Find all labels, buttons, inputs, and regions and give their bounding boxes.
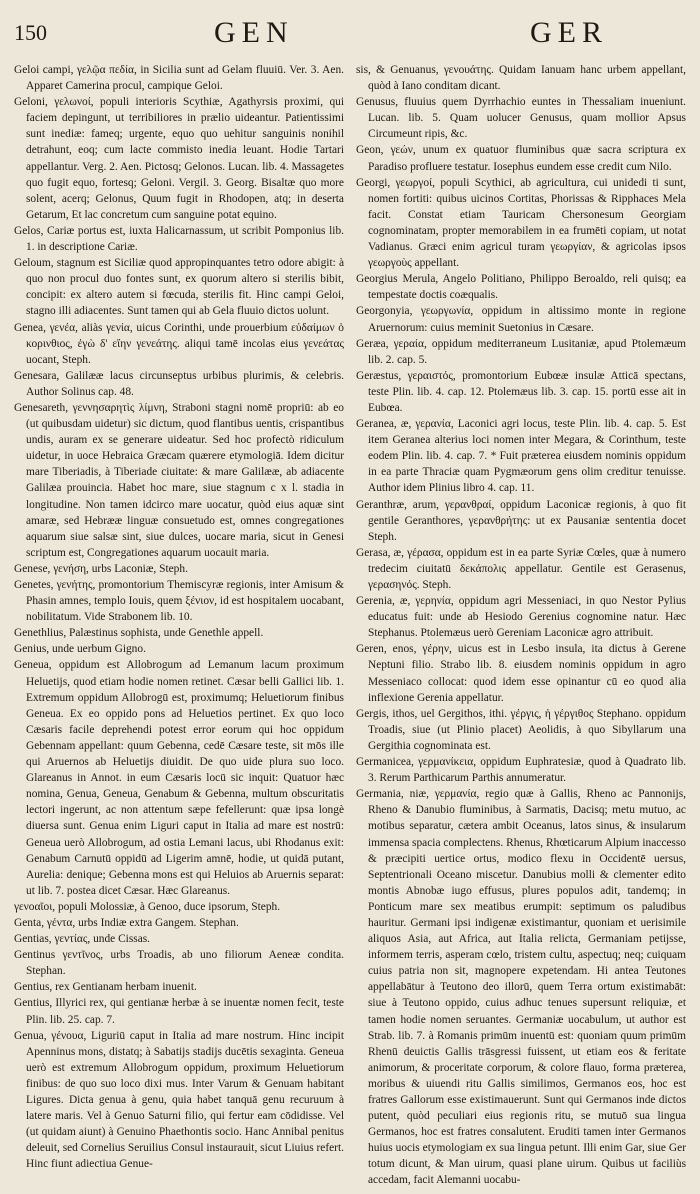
entry-gelos: Gelos, Cariæ portus est, iuxta Halicarnassum, ut scribit Pomponius lib. 1. in descriptione Cariæ. <box>14 224 344 254</box>
entry-geon: Geon, γεών, unum ex quatuor fluminibus quæ sacra scriptura ex Paradiso profluere testatur. Iosephus eundem esse credit cum Nilo. <box>356 144 686 173</box>
entry-georgi: Georgi, γεωργοί, populi Scythici, ab agricultura, cui unidedi ti sunt, nomen fortiti: quibus uicinos Cortitas, Phorissas & Ripphaces Mela facit. Constat etiam Tauricam Chersonesum Georgiam cognominatam, propter memorabilem in ea frumēti copiam, ut notat Vadianus. Græci enim agricul turam γεωργίαν, & agricolas ipsos γεωργοὺς appellant. <box>356 176 686 270</box>
running-head-left: GEN <box>214 16 294 49</box>
entry-gentinus: Gentinus γεντῖνος, urbs Troadis, ab uno filiorum Aeneæ condita. Stephan. <box>14 949 344 978</box>
entry-georgonyia: Georgonyia, γεωργωνία, oppidum in altissimo monte in regione Aruernorum: cuius meminit Suetonius in Cæsare. <box>356 305 686 334</box>
entry-genusus: Genusus, fluuius quem Dyrrhachio euntes in Thessaliam inueniunt. Lucan. lib. 5. Quam uolucer Genusus, quam mollior Apsus Circumeunt ripis, &c. <box>356 96 686 141</box>
entry-gentius-illyrici: Gentius, Illyrici rex, qui gentianæ herbæ à se inuentæ nomen fecit, teste Plin. lib. 25. cap. 7. <box>14 997 344 1026</box>
entry-germania: Germania, niæ, γερμανία, regio quæ à Gallis, Rheno ac Pannonijs, Rheno & Danubio fluminibus, à Sarmatis, Dacisq; metu mutuo, ac motibus separatur, cætera ambit Oceanus, latos sinus, & insularum immensa spacia complectens. Rhenus, Rhœticarum Alpium inaccesso & præcipiti uertice ortus, modico flexu in Occidentē uersus, Septentrionali Oceano miscetur. Danubius molli & clementer edito montis Abnobæ iugo effusus, plures populos adit, tandemq; in Ponticum mare sex meatibus erumpit: septimum os paludibus hauritur. Germani ipsi indigenæ existimantur, quoniam et uerisimile aliquos Asia, aut Africa, aut Italia relicta, Germaniam petijsse, informem terris, asperam cœlo, tristem cultu, aspectuq; neq; cuiquam cuius patria non sit, magnopere expetendam. Hi antea Teutones appellabātur à Teutono deo illorū, quem Terra ortum existimabāt: siue à Teutono oppido, cuius adhuc tenues supersunt reliquiæ, et tamen hodie nomen seruantes. Germaniæ uocabulum, ut author est Strab. lib. 7. à Romanis primūm inuentū est: quoniam quum primūm Rhenū deuictis Gallis trāsgressi fuissent, ut etiam eos & feritate animorum, & proceritate corporum, & colore flauo, forma præterea, moribus & uiuendi ritu Gallis similimos, Germanos eos, hoc est fratres Gallorum esse existimauerunt. Sunt qui Germanos inde dictos putent, quòd peculiari eius regionis ritu, se mutuō sua lingua Germanos, hoc est fratres consalutent. Eruditi tamen inter Germanos huius uocis etymologiam ex sua lingua petunt. Illi enim Gar, siue Ger totum dicunt, & Man uirum, quasi plane uirum. Quibus ut faciliùs accedam, facit Alemanni uocabu- <box>356 788 686 1187</box>
entry-genoaei: γενοαῖοι, populi Molossiæ, à Genoo, duce ipsorum, Steph. <box>14 900 281 913</box>
entry-genesara: Genesara, Galilææ lacus circunseptus urbibus plurimis, & celebris. Author Solinus cap. 48. <box>14 369 344 398</box>
entry-geraestus: Geræstus, γεραιστός, promontorium Eubœæ insulæ Atticā spectans, teste Plin. lib. 4. cap. 12. Ptolemæus lib. 3. cap. 15. portū esse ait in Eubœa. <box>356 369 686 414</box>
entry-geloi-campi: Geloi campi, γελῷα πεδία, in Sicilia sunt ad Gelam fluuiū. Ver. 3. Aen. Apparet Camerina procul, campique Geloi. <box>14 64 344 93</box>
entry-geranea: Geranea, æ, γερανία, Laconici agri locus, teste Plin. lib. 4. cap. 5. Est item Geranea alterius loci nomen inter Megara, & Corinthum, teste eodem Plin. lib. 4. cap. 7. * Fuit præterea eiusdem nominis oppidum in ea parte Thraciæ quam Pygmæorum gens olim creditur tenuisse. Author idem Plinius libro 4. cap. 11. <box>356 418 686 495</box>
entry-genius: Genius, unde uerbum Gigno. <box>14 643 146 656</box>
entry-genua: Genua, γένουα, Liguriū caput in Italia ad mare nostrum. Hinc incipit Apenninus mons, distatq; à Sabatijs stadijs ducētis sexaginta. Geneua uerò est extremum Allobrogum oppidum, proximum Heluetiorum finibus: de quo suo loco dixi mus. Inter Varum & Genuam habitant Ligures. Dicta genua à genu, quia habet tanquā genu recuruum à latere maris. Vel à Genuo Saturni filio, qui fertur eam cōdidisse. Vel (ut quidam aiunt) à Genuino Phaethontis socio. Hanc Annibal penitus deleuit, sed Cornelius Seruilius Consul instaurauit, sicut Liuius refert. Hinc fiunt adiectiua Genue- <box>14 1029 344 1171</box>
entry-genua-continued: sis, & Genuanus, γενουάτης. Quidam Ianuam hanc urbem appellant, quòd à Iano conditam dicant. <box>356 64 686 93</box>
entry-germanicea: Germanicea, γερμανίκεια, oppidum Euphratesiæ, quod à Quadrato lib. 3. Rerum Parthicarum Parthis annumeratur. <box>356 756 686 785</box>
page-header <box>0 16 700 56</box>
entry-geneua: Geneua, oppidum est Allobrogum ad Lemanum lacum proximum Heluetijs, quod etiam hodie nomen retinet. Cæsar belli Gallici lib. 1. Extremum oppidum Allobrogū est, proximumq; Heluetiorum finibus Geneua. Ex eo oppido pons ad Heluetios pertinet. Ex quo loco Cæsaris facile deprehendi potest error eorum qui hoc oppidum Gebennam appellant: quum Gebenna, cedē Cæsare teste, sit mōs ille qui Aruernos ab Heluetijs diuidit. De quo uide plura suo loco. Glareanus in Annot. in eum Cæsaris locū sic inquit: Quatuor hæc nomina, Genua, Geneua, Genabum & Gebenna, multum obscuritatis lectori ingerunt, ac non attentum sæpe fefellerunt: quæ ipsa longè diuersa sunt. Genua enim Liguri caput in Italia ad mare est nostrū: Geneua uerò Allobrogum, ad ostia Lemani lacus, ubi Rhodanus exit: Genabum Carnutū oppidū ad Ligerim amnē, hodie, ut quidā putant, Aurelia: denique; Gebenna mons est qui Heluios ab Aruernis separat: ut lib. 7. postea dicet Cæsar. Hæc Glareanus. <box>14 659 344 897</box>
entry-genetes: Genetes, γενήτης, promontorium Themiscyræ regionis, inter Amisum & Phasin amnes, templo Iouis, quem ξένιον, id est hospitalem uocabant, nobilitatum. Vide Strabonem lib. 10. <box>14 579 344 624</box>
entry-geloum: Geloum, stagnum est Siciliæ quod appropinquantes tetro odore abigit: à quo non procul duo fontes sunt, ex quorum altero si sterilis bibit, concipit: ex altero autem si fœcuda, sterilis fit. Hinc campi Geloi, stagno illi adiacentes. Sunt tamen qui ab Gela fluuio dictos uolunt. <box>14 257 344 318</box>
right-column <box>356 62 686 1189</box>
entry-georgius-merula: Georgius Merula, Angelo Politiano, Philippo Beroaldo, reli quisq; ea tempestate doctis coæqualis. <box>356 273 686 302</box>
entry-geraea: Geræa, γεραία, oppidum mediterraneum Lusitaniæ, apud Ptolemæum lib. 2. cap. 5. <box>356 337 686 366</box>
entry-gergis: Gergis, ithos, uel Gergithos, ithi. γέργις, ἡ γέργιθος Stephano. oppidum Troadis, siue (ut Plinio placet) Aeolidis, à quo Sibyllarum una Gergithia cognominata est. <box>356 707 686 752</box>
entry-gerasa: Gerasa, æ, γέρασα, oppidum est in ea parte Syriæ Cœles, quæ à numero tredecim ciuitatū δεκάπολις appellatur. Gentile est Gerasenus, γερασηνός. Steph. <box>356 546 686 591</box>
entry-genea: Genea, γενέα, aliàs γενία, uicus Corinthi, unde prouerbium εὐδαίμων ὁ κορινθιος, ἐγὼ δ' εἴην γενεάτης. aliqui tamē incolas eius γενεάτας uocant, Steph. <box>14 321 344 366</box>
entry-geloni: Geloni, γελωνοί, populi interioris Scythiæ, Agathyrsis proximi, qui faciem depingunt, ut terribiliores in prælio uideantur. Patientissimi sunt inediæ: fameq; urgente, equo quo uehitur sanguinis nonihil detrahunt, eoq; cum lacte commisto inedia leuant. Hodie Tartari appellantur. Verg. 2. Aen. Pictosq; Gelonos. Lucan. lib. 4. Massagetes quo fugit equo, fortesq; Geloni. Vergil. 3. Georg. Bisaltæ quo more solent, acerq; Gelonus, Quum fugit in Rhodopen, atq; in deserta Getarum, Et lac concretum cum sanguine potat equino. <box>14 96 344 221</box>
running-head-right: GER <box>530 16 608 49</box>
entry-gerenia: Gerenia, æ, γερηνία, oppidum agri Messeniaci, in quo Nestor Pylius educatus fuit: unde ab Hesiodo Gerenius cognomine natur. Hæc Stephanus. Ptolemæus uerò Gereniam Laconicæ agro attribuit. <box>356 595 686 640</box>
page-number: 150 <box>14 20 47 45</box>
entry-gentias: Gentias, γεντίας, unde Cissas. <box>14 933 151 946</box>
entry-geranthrae: Geranthræ, arum, γερανθραί, oppidum Laconicæ regionis, à quo fit gentile Geranthores, γερανθρήτης: ut ex Pausaniæ sententia docet Steph. <box>356 498 686 543</box>
entry-genesareth: Genesareth, γεννησαρητὶς λίμνη, Straboni stagni nomē propriū: ab eo (ut quibusdam uidetur) sic dictum, quod flantibus uentis, crispantibus undis, auram ex se generare uideatur. Sed hoc profectò ridiculum uidetur, in uoce Hebraica Græcam quærere etymologiā. Idem dicitur mare Tiberiadis, à Tiberiade ciuitate: & mare Galilææ, ab adiacente Galilæa prouincia. Habet hoc mare, siue stagnum c x l. stadia in longitudine. Non tamen idcirco mare uocatur, quòd eius aquæ sint amaræ, sed Hebrææ linguæ consuetudo est, omnes congregationes aquarum siue salsæ sint, siue dulces, uocare maria, sicut in Genesi scriptum est, Congregationes aquarum uocauit maria. <box>14 401 344 559</box>
entry-genta: Genta, γέντα, urbs Indiæ extra Gangem. Stephan. <box>14 916 239 929</box>
left-column <box>14 62 344 1172</box>
entry-genese: Genese, γενήση, urbs Laconiæ, Steph. <box>14 562 188 575</box>
entry-gentius-rex: Gentius, rex Gentianam herbam inuenit. <box>14 981 197 994</box>
entry-geren: Geren, enos, γέρην, uicus est in Lesbo insula, ita dictus à Gerene Neptuni filio. Strabo lib. 8. eiusdem nominis oppidum in agro Messeniaco collocat: quod idem esse opinantur cū eo quod alia inflexione Gerenia appellatur. <box>356 643 686 704</box>
entry-genethlius: Genethlius, Palæstinus sophista, unde Genethle appell. <box>14 627 264 640</box>
